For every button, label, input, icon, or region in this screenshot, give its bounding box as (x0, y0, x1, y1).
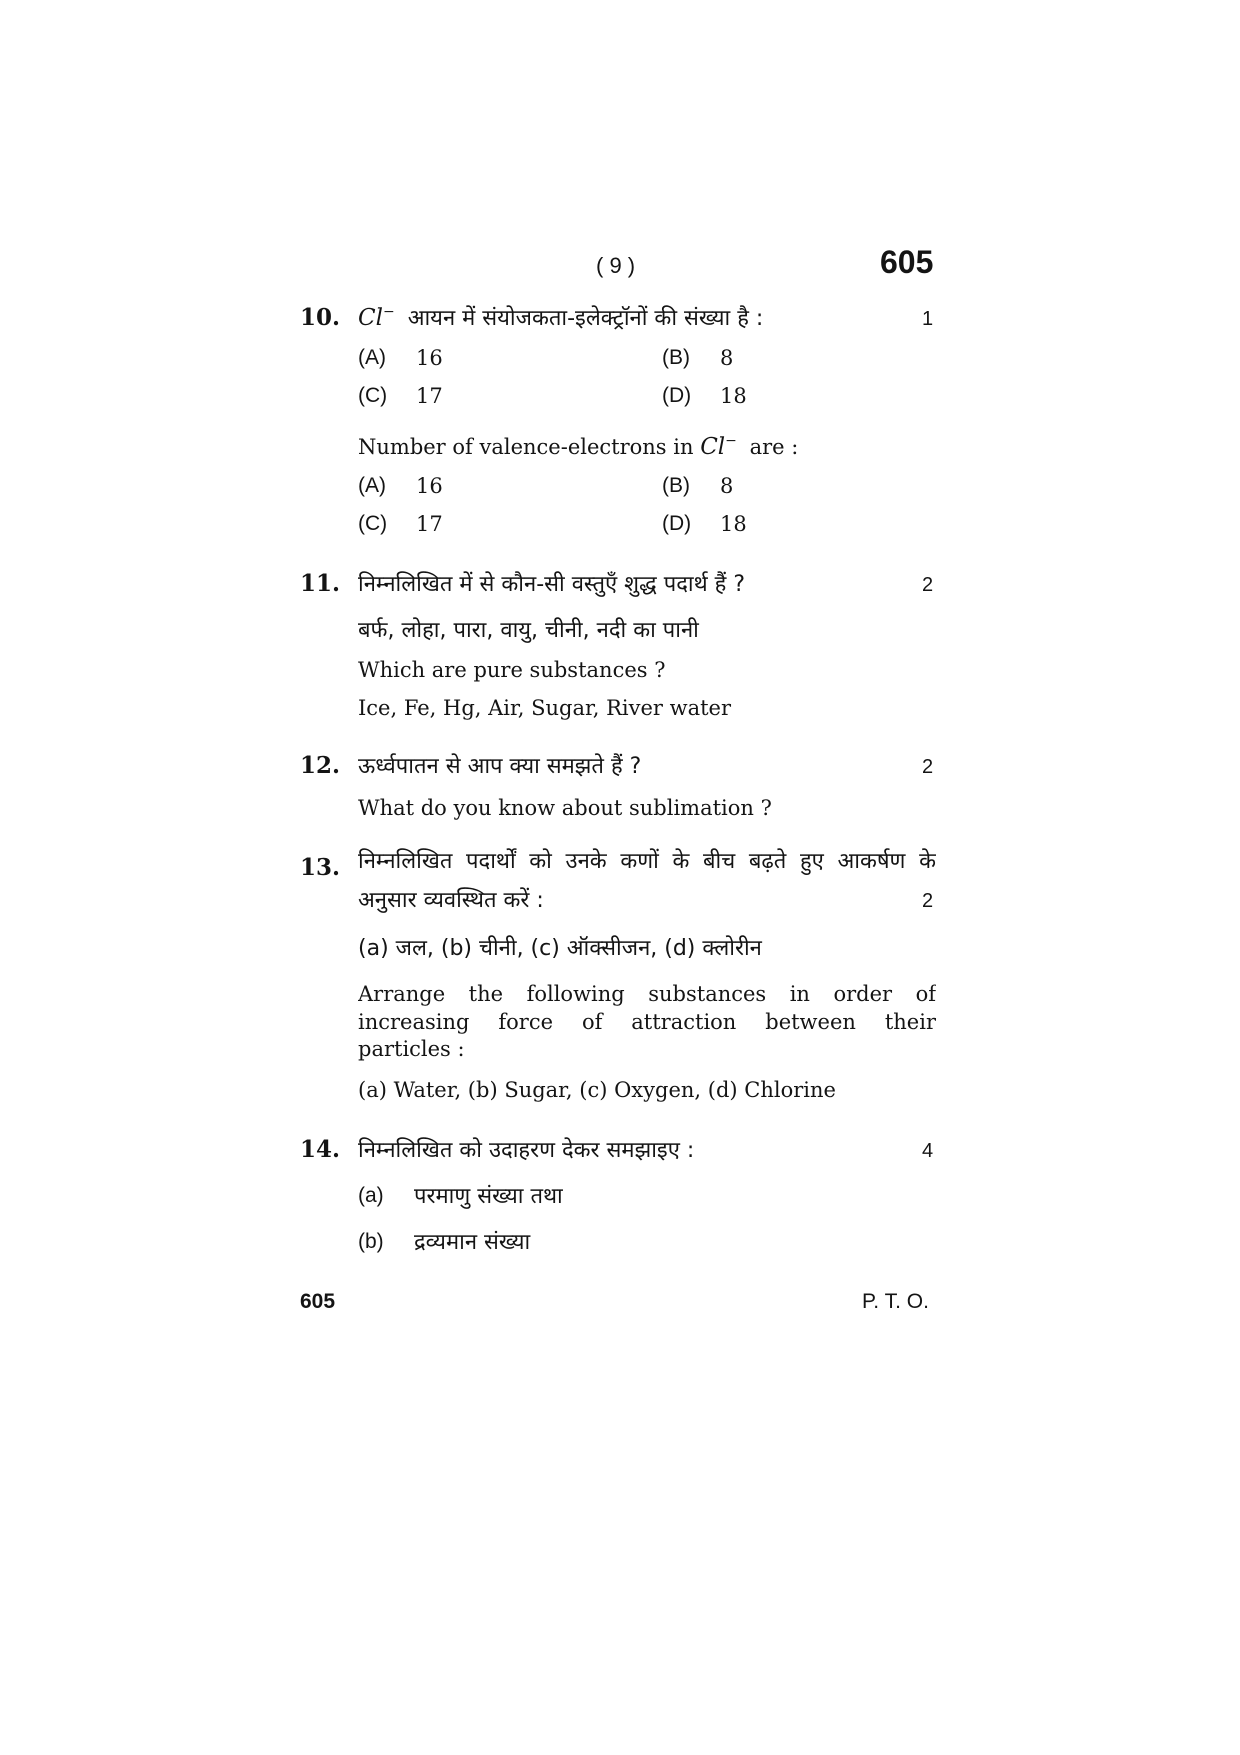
paper-code: 605 (880, 244, 934, 280)
part-b-label: (b) (358, 1230, 384, 1253)
page-number: ( 9 ) (596, 253, 636, 278)
ion-symbol: Cl (358, 305, 383, 331)
question-text-english-line2: increasing force of attraction between their (358, 1010, 936, 1034)
marks: 2 (922, 756, 934, 778)
question-text-hindi-line1: निम्नलिखित पदार्थों को उनके कणों के बीच बढ़ते हुए आकर्षण के (358, 849, 936, 874)
marks: 4 (922, 1140, 934, 1162)
option-a-value: 16 (416, 474, 443, 498)
option-b-value: 8 (720, 346, 734, 370)
option-a: (A) (358, 474, 386, 497)
option-c: (C) (358, 512, 388, 535)
question-text-hindi (358, 302, 763, 332)
question-number: 11. (300, 570, 341, 597)
option-c: (C) (358, 384, 388, 407)
option-b: (B) (662, 346, 690, 369)
question-number: 14. (300, 1136, 341, 1163)
question-number: 13. (300, 854, 341, 881)
question-text: आयन में संयोजकता-इलेक्ट्रॉनों की संख्या है : (407, 306, 764, 331)
part-a-label: (a) (358, 1184, 384, 1207)
question-text-english: Which are pure substances ? (358, 658, 666, 682)
ion-charge: − (725, 433, 737, 449)
option-c-value: 17 (416, 512, 443, 536)
option-b: (B) (662, 474, 690, 497)
marks: 2 (922, 890, 934, 912)
question-text-english: Number of valence-electrons in Cl− are : (358, 433, 799, 460)
marks: 2 (922, 574, 934, 596)
option-d-value: 18 (720, 512, 747, 536)
part-a-text: परमाणु संख्या तथा (414, 1184, 563, 1209)
option-a: (A) (358, 346, 386, 369)
option-d: (D) (662, 384, 692, 407)
question-text-english: What do you know about sublimation ? (358, 796, 772, 820)
part-b-text: द्रव्यमान संख्या (414, 1230, 531, 1255)
question-text-hindi: निम्नलिखित में से कौन-सी वस्तुएँ शुद्ध पदार्थ हैं ? (358, 572, 745, 597)
question-text-english-line3: particles : (358, 1037, 465, 1061)
option-b-value: 8 (720, 474, 734, 498)
ion-charge: − (382, 304, 395, 320)
question-text-hindi-line2: अनुसार व्यवस्थित करें : (358, 888, 544, 913)
list-hindi: (a) जल, (b) चीनी, (c) ऑक्सीजन, (d) क्लोरीन (358, 936, 762, 961)
list-english: (a) Water, (b) Sugar, (c) Oxygen, (d) Chlorine (358, 1078, 836, 1102)
question-text-hindi: निम्नलिखित को उदाहरण देकर समझाइए : (358, 1138, 695, 1163)
footer-pto: P. T. O. (862, 1290, 929, 1313)
list-hindi: बर्फ, लोहा, पारा, वायु, चीनी, नदी का पानी (358, 618, 699, 643)
question-number: 12. (300, 752, 341, 779)
ion-symbol: Cl (700, 434, 726, 460)
question-text-english-line1: Arrange the following substances in order of (358, 982, 936, 1006)
footer-code: 605 (300, 1290, 336, 1313)
question-text-hindi: ऊर्ध्वपातन से आप क्या समझते हैं ? (358, 754, 642, 779)
question-number: 10. (300, 304, 341, 331)
option-c-value: 17 (416, 384, 443, 408)
marks: 1 (922, 308, 934, 330)
list-english: Ice, Fe, Hg, Air, Sugar, River water (358, 696, 731, 720)
option-d-value: 18 (720, 384, 747, 408)
option-d: (D) (662, 512, 692, 535)
option-a-value: 16 (416, 346, 443, 370)
